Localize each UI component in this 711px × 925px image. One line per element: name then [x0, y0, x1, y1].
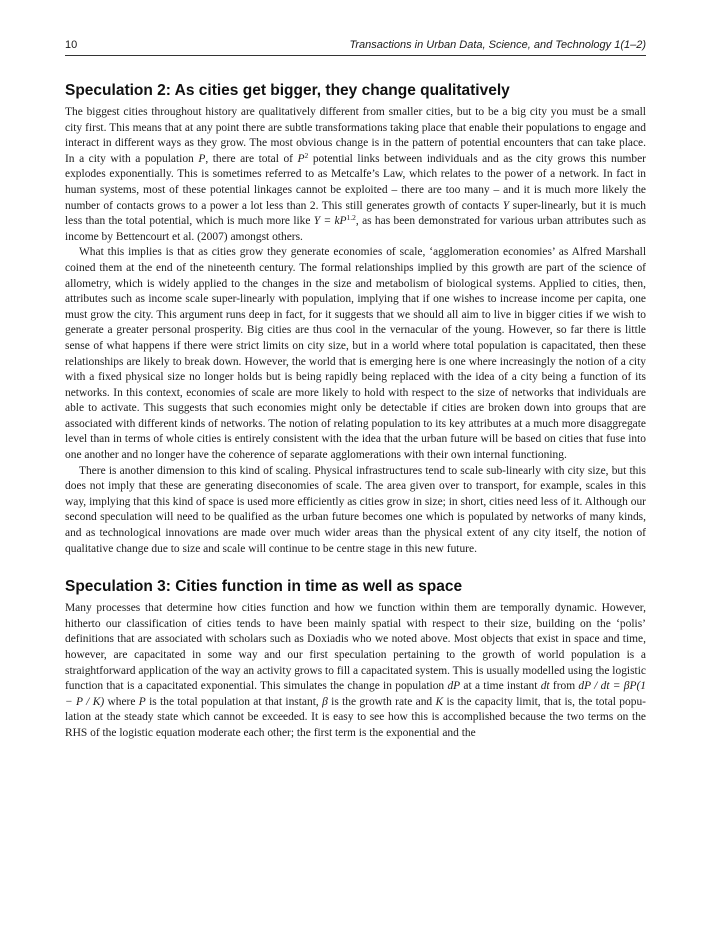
text-run: The biggest cities throughout history are qualitatively different from smaller cities, but to be a big city you must be a small city first. This means that at any point there are subtle transformations taking place that enable their populations to engage and interact in different ways as they grow. The most obvious change is in the pattern of potential encounters that can take place. In a city with a population	[65, 106, 646, 165]
text-run: , as has been demonstrated for various urban attributes such as income by Bettencourt et al. (2007) amongst others.	[65, 215, 646, 243]
paragraph-s2-2: What this implies is that as cities grow they generate economies of scale, ‘agglomeration economies’ as Alfred Marshall coined them at the end of the nineteenth century. The formal relationships implied by this growth are part of the science of allometry, which is widely applied to the changes in the size and metabolism of biological systems. Applied to cities, then, attributes such as income scale super-linearly with population, implying that if one wishes to increase income per capita, one must grow the city. This argument runs deep in fact, for it suggests that we should all aim to live in bigger cities if we wish to generate a greater personal prosperity. Big cities are thus cool in the vernacular of the young. However, so far there is little sense of what happens if there were strict limits on city size, but in a world where total population is capacitated, then these relationships are likely to break down. However, the world that is emerging here is one where increasingly the notion of a city with a fixed physical size no longer holds but is being rapidly being replaced with the idea of a city being a function of its networks. In this context, economies of scale are more likely to hold with respect to the size of networks that individuals are able to activate. This suggests that such economies might only be detectable if cities are broken down into groups that are associated with different kinds of networks. The notion of relating population to its key attributes at a much more disaggregate level than in terms of whole cities is entirely consistent with the idea that the urban future will be based on cities that fuse into one another and no longer have the coherence of separate agglomerations with their own internal functioning.	[65, 246, 646, 462]
journal-title: Transactions in Urban Data, Science, and Technology 1(1–2)	[349, 39, 646, 51]
text-run: from	[549, 680, 579, 693]
math-variable: P	[138, 695, 146, 708]
math-variable: P	[198, 152, 206, 165]
section-heading-speculation-2: Speculation 2: As cities get bigger, they change qualitatively	[65, 82, 510, 99]
text-run: super-linearly, but it is much less than the total potential, which is much more like	[65, 199, 646, 228]
text-run: at a time instant	[460, 680, 541, 693]
math-variable: K	[435, 695, 444, 708]
running-header	[65, 38, 646, 56]
math-variable: Y	[502, 199, 510, 212]
text-run: Many processes that determine how cities function and how we function within them are temporally dynamic. However, hitherto our classification of cities tends to have been mainly spatial with respect to their size, building on the ‘polis’ definitions that are associated with scholars such as Doxiadis who we noted above. Most objects that exist in space and time, however, are capacitated in some way and our first speculation pertaining to the growth of world population is a straightforward application of the way an activity grows to fill a capacitated system. This is usually modelled using the logistic function that is a capacitated exponential. This simulates the change in population	[65, 602, 646, 693]
text-run: , there are total of	[205, 152, 298, 165]
paragraph-s2-1	[65, 105, 646, 245]
math-variable: β	[322, 695, 328, 708]
math-exponent: 2	[304, 150, 309, 160]
math-variable: dt	[540, 680, 550, 693]
text-run: is the total population at that instant,	[145, 695, 323, 708]
text-run: where	[104, 695, 139, 708]
section-heading-speculation-3: Speculation 3: Cities function in time as well as space	[65, 578, 463, 596]
math-equation: Y = kP	[313, 215, 347, 228]
math-variable: P	[297, 152, 305, 165]
page-number: 10	[65, 39, 78, 51]
paragraph-s3-1	[65, 601, 646, 741]
text-run: is the growth rate and	[327, 695, 436, 708]
math-variable: dP	[447, 680, 461, 693]
math-equation: dP / dt = βP(1 − P / K)	[65, 680, 647, 708]
text-run: potential links between individuals and as the city grows this number explodes exponentially. This is sometimes referred to as Metcalfe’s Law, which relates to the power of a network. In fact in human systems, most of these potential linkages cannot be exploited – there are too many – and it is much more likely the number of contacts grows to a power a lot less than 2. This still generates growth of contacts	[65, 152, 646, 212]
page	[65, 38, 646, 742]
text-run: is the capacity limit, that is, the total population at the steady state which cannot be exceeded. It is easy to see how this is accomplished because the two terms on the RHS of the logistic equation moderate each other; the first term is the exponential and the	[65, 695, 646, 739]
math-exponent: 1.2	[346, 213, 356, 223]
paragraph-s2-3: There is another dimension to this kind of scaling. Physical infrastructures tend to scale sub-linearly with city size, but this does not imply that these are generating diseconomies of scale. The area given over to transport, for example, scales in this way, implying that this kind of space is used more efficiently as cities grow in size; in short, cities need less of it. Although our second speculation will need to be qualified as the urban future becomes one which is populated by networks of many kinds, and as technological innovations are made over much wider areas than the physical extent of any city itself, the notion of qualitative change due to size and scale will continue to be centre stage in this new future.	[65, 464, 646, 555]
